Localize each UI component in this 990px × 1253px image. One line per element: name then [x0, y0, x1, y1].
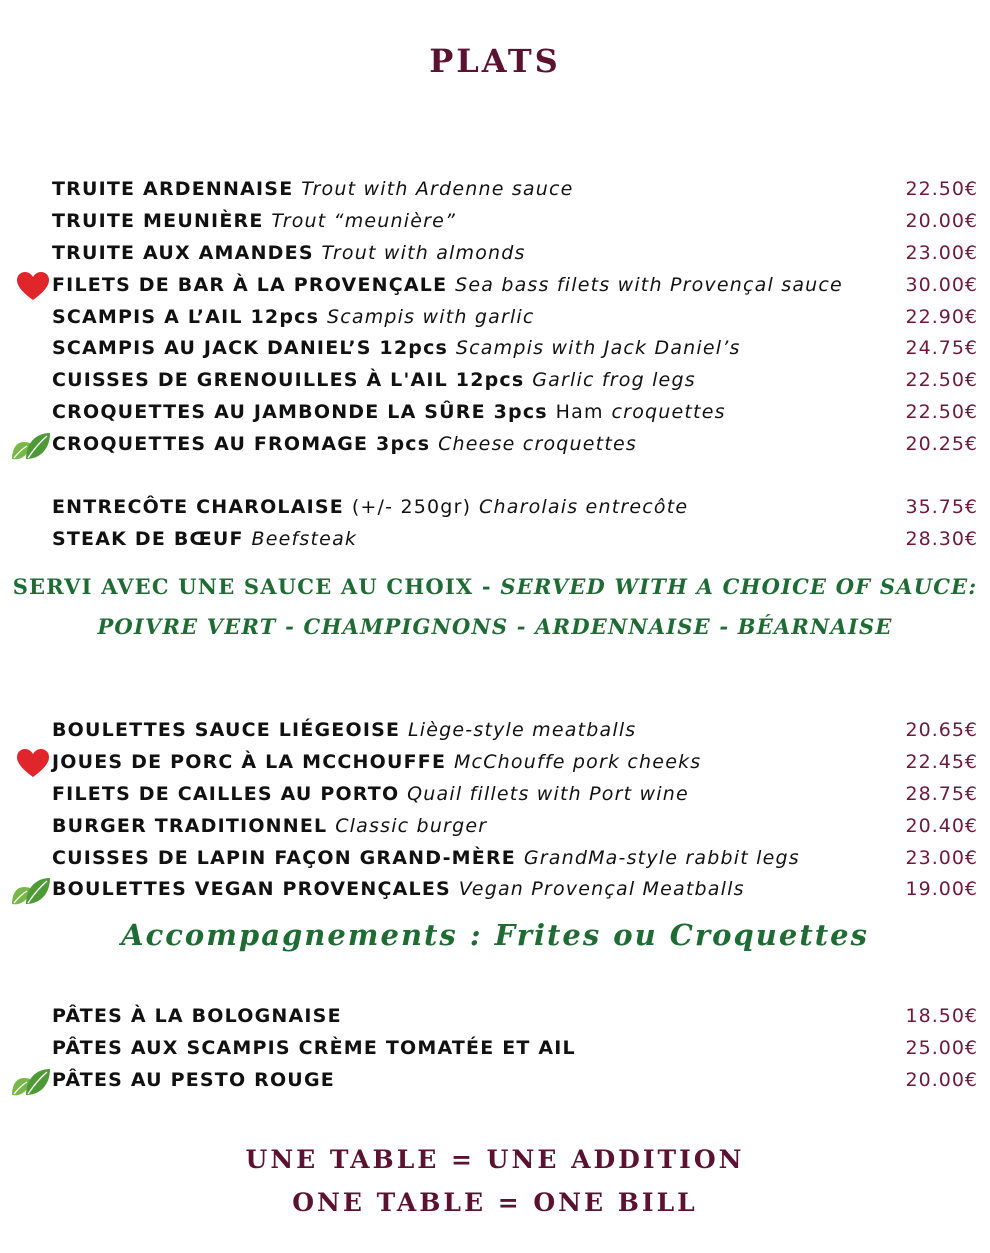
dish-price: 18.50€ [905, 1005, 978, 1027]
dish-name-fr: ENTRECÔTE CHAROLAISE [52, 496, 344, 518]
dish-detail: (+/- 250gr) [351, 496, 472, 518]
menu-item [0, 779, 990, 811]
dish-description-en: Beefsteak [251, 527, 358, 550]
footer-line-en: ONE TABLE = ONE BILL [292, 1188, 698, 1217]
dish-price: 20.65€ [905, 719, 978, 741]
dish-name [52, 333, 741, 365]
dish-description-en: Trout “meunière” [271, 209, 457, 232]
dish-price: 20.00€ [905, 1068, 978, 1091]
sauce-note-fr: SERVI AVEC UNE SAUCE AU CHOIX - [12, 574, 501, 599]
dish-price: 22.50€ [905, 401, 978, 424]
dish-description-en: Liège-style meatballs [408, 719, 637, 741]
dish-name [52, 1065, 335, 1097]
dish-name-fr: FILETS DE CAILLES AU PORTO [52, 782, 400, 805]
menu-section [0, 492, 990, 556]
sides-note: Accompagnements : Frites ou Croquettes [121, 918, 869, 952]
dish-price: 20.40€ [905, 814, 978, 837]
dish-description-en: McChouffe pork cheeks [453, 750, 702, 773]
page-title: PLATS [429, 42, 561, 80]
dish-name-fr: CUISSES DE LAPIN FAÇON GRAND-MÈRE [52, 846, 516, 869]
dish-price: 20.00€ [905, 209, 978, 232]
menu-item [0, 747, 990, 779]
dish-name [52, 874, 745, 906]
dish-name-fr: PÂTES AUX SCAMPIS CRÈME TOMATÉE ET AIL [52, 1036, 576, 1059]
dish-name [52, 747, 701, 779]
dish-name [52, 715, 636, 747]
dish-name [52, 779, 689, 811]
menu-item [0, 397, 990, 429]
dish-price: 30.00€ [905, 273, 978, 296]
menu-item [0, 174, 990, 206]
menu-item [0, 1001, 990, 1033]
heart-icon [14, 270, 54, 302]
dish-description-en: croquettes [611, 401, 726, 424]
dish-name-fr: CUISSES DE GRENOUILLES À L'AIL 12pcs [52, 369, 525, 392]
dish-name-fr: TRUITE ARDENNAISE [52, 178, 294, 200]
menu-item [0, 429, 990, 461]
menu-section [0, 1001, 990, 1097]
dish-detail: Ham [555, 401, 604, 424]
dish-description-en: Trout with almonds [321, 241, 526, 264]
dish-name [52, 524, 357, 556]
dish-name [52, 270, 843, 302]
dish-price: 22.50€ [905, 178, 978, 200]
dish-name [52, 811, 487, 843]
dish-description-en: Charolais entrecôte [479, 496, 689, 518]
menu-item [0, 206, 990, 238]
dish-description-en: Sea bass filets with Provençal sauce [455, 273, 843, 296]
dish-name-fr: PÂTES À LA BOLOGNAISE [52, 1005, 342, 1027]
menu-item [0, 1033, 990, 1065]
dish-price: 19.00€ [905, 878, 978, 901]
leaf-icon [10, 874, 50, 906]
dish-name-fr: SCAMPIS AU JACK DANIEL’S 12pcs [52, 337, 449, 360]
menu-item [0, 492, 990, 524]
menu-item [0, 811, 990, 843]
dish-name-fr: STEAK DE BŒUF [52, 527, 244, 550]
menu-item [0, 1065, 990, 1097]
dish-name-fr: BOULETTES VEGAN PROVENÇALES [52, 878, 451, 901]
menu-item [0, 874, 990, 906]
menu-section [0, 174, 990, 461]
dish-price: 28.30€ [905, 527, 978, 550]
dish-price: 20.25€ [905, 433, 978, 456]
dish-price: 28.75€ [905, 782, 978, 805]
menu-item [0, 524, 990, 556]
dish-price: 23.00€ [905, 241, 978, 264]
dish-description-en: Scampis with Jack Daniel’s [455, 337, 741, 360]
dish-description-en: Garlic frog legs [532, 369, 696, 392]
footer-line-fr: UNE TABLE = UNE ADDITION [245, 1145, 745, 1174]
leaf-icon [10, 429, 50, 461]
dish-name-fr: TRUITE MEUNIÈRE [52, 209, 264, 232]
menu-item [0, 302, 990, 334]
menu-item [0, 365, 990, 397]
dish-price: 23.00€ [905, 846, 978, 869]
dish-name-fr: CROQUETTES AU JAMBONDE LA SÛRE 3pcs [52, 401, 548, 424]
dish-price: 22.90€ [905, 305, 978, 328]
menu-item [0, 238, 990, 270]
dish-price: 35.75€ [905, 496, 978, 518]
dish-name [52, 492, 688, 524]
menu-item [0, 270, 990, 302]
dish-price: 25.00€ [905, 1036, 978, 1059]
dish-name-fr: BOULETTES SAUCE LIÉGEOISE [52, 719, 401, 741]
dish-name [52, 397, 726, 429]
dish-name [52, 238, 526, 270]
dish-name-fr: TRUITE AUX AMANDES [52, 241, 314, 264]
dish-description-en: GrandMa-style rabbit legs [523, 846, 800, 869]
dish-name-fr: SCAMPIS A L’AIL 12pcs [52, 305, 320, 328]
dish-description-en: Classic burger [335, 814, 488, 837]
dish-price: 22.50€ [905, 369, 978, 392]
dish-description-en: Vegan Provençal Meatballs [458, 878, 745, 901]
dish-name [52, 843, 800, 875]
heart-icon [14, 747, 54, 779]
dish-name [52, 206, 456, 238]
dish-name-fr: CROQUETTES AU FROMAGE 3pcs [52, 433, 431, 456]
dish-name [52, 429, 637, 461]
dish-name [52, 1001, 342, 1033]
menu-item [0, 715, 990, 747]
dish-name [52, 1033, 576, 1065]
dish-name-fr: JOUES DE PORC À LA MCCHOUFFE [52, 750, 447, 773]
dish-name-fr: FILETS DE BAR À LA PROVENÇALE [52, 273, 448, 296]
menu-item [0, 333, 990, 365]
dish-name-fr: PÂTES AU PESTO ROUGE [52, 1068, 335, 1091]
dish-name [52, 365, 696, 397]
sauce-note-en: SERVED WITH A CHOICE OF SAUCE: [500, 574, 978, 599]
dish-description-en: Trout with Ardenne sauce [301, 178, 574, 200]
dish-price: 24.75€ [905, 337, 978, 360]
sauce-note [0, 574, 990, 599]
dish-description-en: Quail fillets with Port wine [407, 782, 689, 805]
dish-name [52, 174, 574, 206]
dish-description-en: Cheese croquettes [438, 433, 637, 456]
menu-item [0, 843, 990, 875]
dish-name [52, 302, 535, 334]
dish-description-en: Scampis with garlic [326, 305, 535, 328]
dish-price: 22.45€ [905, 750, 978, 773]
leaf-icon [10, 1065, 50, 1097]
dish-name-fr: BURGER TRADITIONNEL [52, 814, 328, 837]
menu-section [0, 715, 990, 906]
sauce-options: POIVRE VERT - CHAMPIGNONS - ARDENNAISE - BÉARNAISE [97, 614, 893, 639]
